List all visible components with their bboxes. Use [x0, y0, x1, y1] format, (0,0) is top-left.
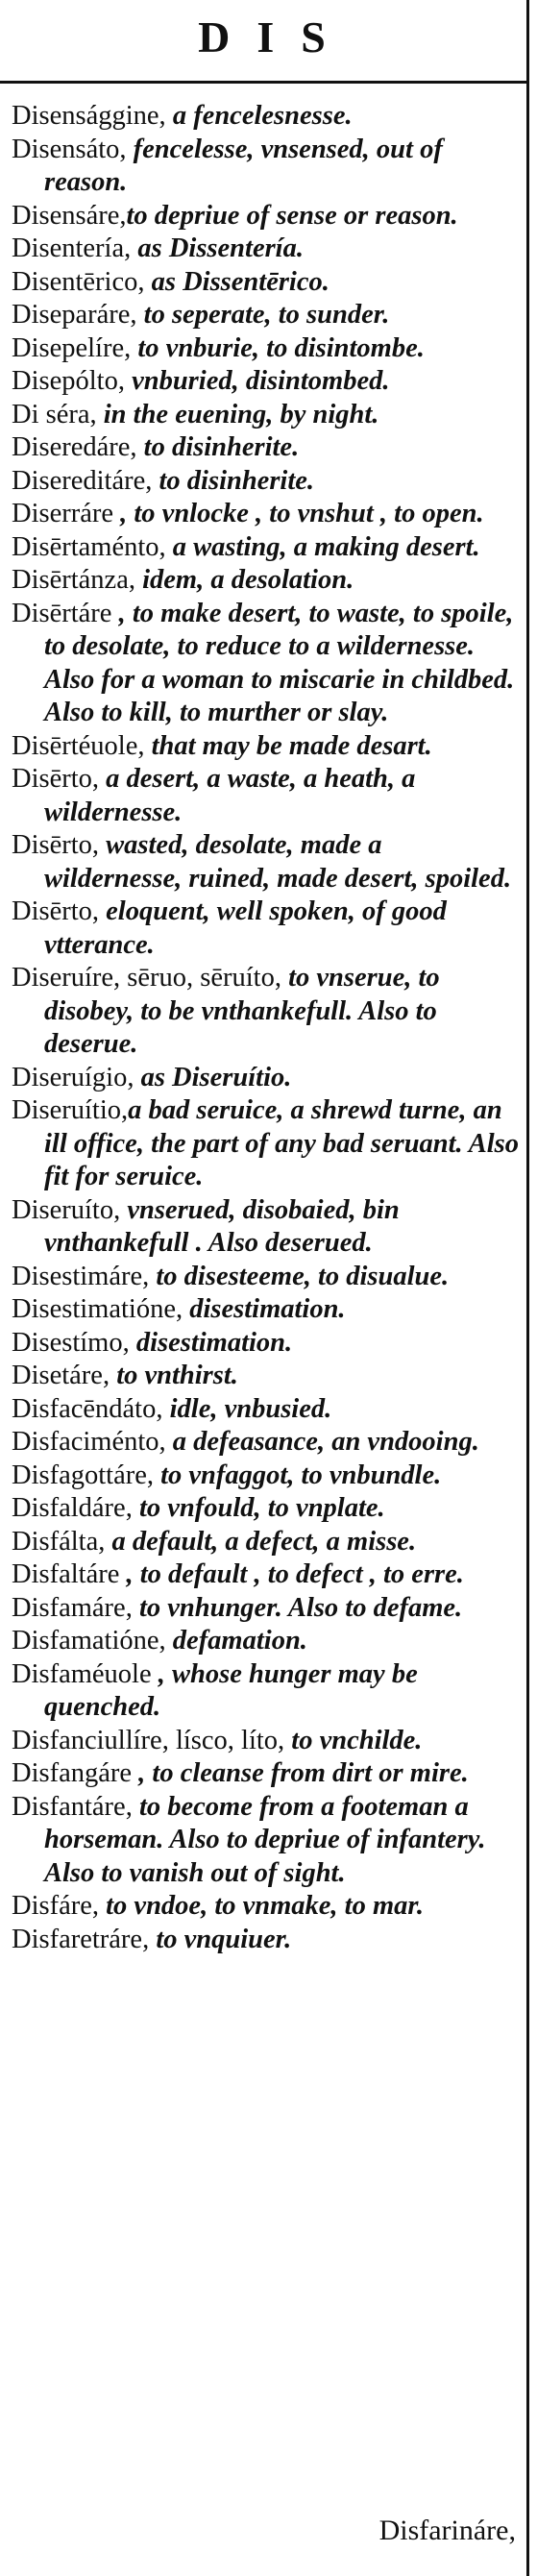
dictionary-entry — [12, 498, 520, 531]
entry-headword: Disfaciménto, — [12, 1427, 166, 1457]
dictionary-entry — [12, 365, 520, 399]
entry-definition: , to make desert, to waste, to spoile, to desolate, to reduce to a wildernesse. Also for a woman to miscarie in childbed. Also to kill, to murther or slay. — [44, 598, 515, 727]
entry-definition: eloquent, well spoken, of good vtterance. — [44, 896, 447, 960]
dictionary-entry — [12, 134, 520, 200]
entry-headword: Disereditáre, — [12, 465, 153, 496]
entry-headword: Disepelíre, — [12, 332, 132, 363]
entry-headword: Disērto, — [12, 896, 100, 926]
dictionary-entry — [12, 1393, 520, 1427]
entry-headword: Disensáre, — [12, 200, 127, 231]
entry-definition: as Dissentería. — [131, 233, 304, 263]
dictionary-entry — [12, 431, 520, 465]
dictionary-entry — [12, 1658, 520, 1725]
entry-headword: Di séra, — [12, 399, 97, 429]
entry-definition: , whose hunger may be quenched. — [44, 1658, 418, 1722]
entry-headword: Disentērico, — [12, 266, 145, 297]
entry-headword: Disestimatióne, — [12, 1294, 183, 1324]
entry-headword: Disfaltáre — [12, 1559, 120, 1589]
entry-definition: vnserued, disobaied, bin vnthankefull . Also deserued. — [44, 1194, 400, 1258]
entry-headword: Disērto, — [12, 830, 100, 860]
entry-definition: , to vnlocke , to vnshut , to open. — [113, 499, 484, 528]
entry-headword: Diseruítio, — [12, 1095, 129, 1125]
dictionary-entry — [12, 1327, 520, 1361]
column-rule — [526, 0, 529, 2576]
entry-headword: Disfaméuole — [12, 1658, 152, 1689]
dictionary-entry — [12, 1924, 520, 1957]
entry-definition: , to default , to defect , to erre. — [119, 1559, 464, 1589]
entry-headword: Disestímo, — [12, 1327, 130, 1358]
entry-headword: Diseruígio, — [12, 1062, 134, 1092]
entry-headword: Disfagottáre, — [12, 1460, 154, 1490]
entry-definition: a wasting, a making desert. — [165, 531, 480, 562]
dictionary-entry — [12, 399, 520, 432]
entry-headword: Disērtáre — [12, 598, 112, 628]
entry-headword: Disestimáre, — [12, 1261, 150, 1291]
entry-definition: idem, a desolation. — [134, 565, 354, 595]
dictionary-entry — [12, 266, 520, 300]
entry-definition: to vnfaggot, to vnbundle. — [153, 1460, 442, 1490]
entry-definition: a fencelesnesse. — [165, 101, 353, 131]
header-rule — [0, 81, 529, 84]
dictionary-entry — [12, 1426, 520, 1460]
entry-headword: Disfáre, — [12, 1891, 99, 1921]
entry-headword: Diseruíre, sēruo, sēruíto, — [12, 963, 281, 993]
dictionary-entry — [12, 1890, 520, 1924]
entry-definition: idle, vnbusied. — [162, 1393, 332, 1424]
entry-headword: Diseparáre, — [12, 300, 137, 330]
dictionary-entry — [12, 1725, 520, 1758]
entry-definition: to vnfould, to vnplate. — [132, 1493, 385, 1523]
entry-headword: Disensáto, — [12, 134, 127, 164]
dictionary-entry — [12, 200, 520, 233]
dictionary-entry — [12, 1293, 520, 1327]
dictionary-entry — [12, 1360, 520, 1393]
dictionary-entry — [12, 1460, 520, 1493]
entry-definition: to vndoe, to vnmake, to mar. — [99, 1891, 425, 1921]
dictionary-entry — [12, 332, 520, 366]
entry-definition: a bad seruice, a shrewd turne, an ill office, the part of any bad seruant. Also fit for seruice. — [44, 1095, 520, 1191]
entry-definition: as Diseruítio. — [134, 1062, 292, 1092]
entry-headword: Disfacēndáto, — [12, 1393, 163, 1424]
entry-definition: disestimation. — [129, 1327, 293, 1358]
dictionary-entry — [12, 1062, 520, 1095]
entry-headword: Disērto, — [12, 764, 100, 794]
dictionary-entry — [12, 1492, 520, 1526]
entry-definition: a default, a defect, a misse. — [105, 1526, 417, 1557]
dictionary-entry — [12, 763, 520, 829]
entry-definition: fencelesse, vnsensed, out of reason. — [44, 134, 443, 197]
dictionary-entry — [12, 1757, 520, 1791]
entry-headword: Disetáre, — [12, 1361, 110, 1390]
entry-definition: that may be made desart. — [144, 730, 432, 761]
entry-headword: Diseredáre, — [12, 432, 137, 462]
catchword: Disfarináre, — [378, 2515, 516, 2546]
entry-definition: to seperate, to sunder. — [136, 300, 390, 330]
entry-definition: to disinherite. — [136, 432, 300, 462]
entry-definition: vnburied, disintombed. — [124, 366, 390, 396]
entry-definition: as Dissentērico. — [144, 266, 330, 297]
entry-definition: to disinherite. — [152, 465, 315, 496]
dictionary-entry — [12, 1592, 520, 1626]
entry-headword: Disfaldáre, — [12, 1493, 133, 1523]
entry-definition: to vnhunger. Also to defame. — [132, 1592, 463, 1623]
entry-headword: Disfanciullíre, lísco, líto, — [12, 1725, 285, 1755]
entry-headword: Diserráre — [12, 499, 114, 528]
entry-definition: a desert, a waste, a heath, a wildernesse. — [44, 764, 416, 827]
entry-definition: to become from a footeman a horseman. Also to depriue of infantery. Also to vanish out of sight. — [44, 1791, 486, 1888]
dictionary-entry — [12, 1261, 520, 1294]
entry-headword: Diseruíto, — [12, 1194, 121, 1225]
dictionary-entry — [12, 1625, 520, 1658]
dictionary-entry — [12, 895, 520, 962]
entry-headword: Disfamáre, — [12, 1592, 133, 1623]
dictionary-entry — [12, 1194, 520, 1261]
dictionary-entry — [12, 531, 520, 565]
entry-headword: Disensággine, — [12, 101, 166, 131]
dictionary-entry — [12, 1791, 520, 1891]
entry-headword: Disfangáre — [12, 1758, 133, 1788]
entry-definition: defamation. — [165, 1626, 307, 1656]
entry-definition: to disesteeme, to disualue. — [149, 1261, 450, 1291]
dictionary-entry — [12, 564, 520, 598]
entry-definition: to depriue of sense or reason. — [126, 200, 458, 231]
dictionary-entry — [12, 465, 520, 499]
dictionary-entry — [12, 962, 520, 1062]
dictionary-entry — [12, 730, 520, 764]
entry-headword: Disērtaménto, — [12, 531, 166, 562]
entry-definition: a defeasance, an vndooing. — [165, 1427, 479, 1457]
entry-definition: to vnquiuer. — [149, 1924, 292, 1954]
dictionary-entry — [12, 1558, 520, 1592]
dictionary-entry — [12, 829, 520, 895]
dictionary-entry — [12, 100, 520, 134]
entry-definition: , to cleanse from dirt or mire. — [132, 1758, 469, 1788]
entry-definition: to vnchilde. — [284, 1725, 423, 1755]
entry-headword: Disfantáre, — [12, 1791, 133, 1822]
dictionary-entry — [12, 598, 520, 730]
entry-list — [12, 100, 520, 1956]
dictionary-entry — [12, 1526, 520, 1559]
dictionary-entry — [12, 299, 520, 332]
dictionary-entry — [12, 233, 520, 266]
entry-headword: Disepólto, — [12, 366, 125, 396]
entry-definition: to vnserue, to disobey, to be vnthankefull. Also to deserue. — [44, 963, 440, 1059]
entry-definition: disestimation. — [183, 1294, 346, 1324]
entry-headword: Disentería, — [12, 233, 132, 263]
entry-headword: Disfaretráre, — [12, 1924, 150, 1954]
entry-headword: Disfamatióne, — [12, 1626, 166, 1656]
entry-headword: Disērtéuole, — [12, 730, 145, 761]
entry-definition: in the euening, by night. — [96, 399, 379, 429]
entry-definition: to vnthirst. — [110, 1361, 238, 1390]
dictionary-entry — [12, 1094, 520, 1194]
entry-definition: wasted, desolate, made a wildernesse, ruined, made desert, spoiled. — [44, 830, 512, 894]
entry-headword: Disērtánza, — [12, 565, 135, 595]
entry-definition: to vnburie, to disintombe. — [131, 332, 425, 363]
page-header: DIS — [198, 12, 353, 61]
entry-headword: Disfálta, — [12, 1526, 106, 1557]
